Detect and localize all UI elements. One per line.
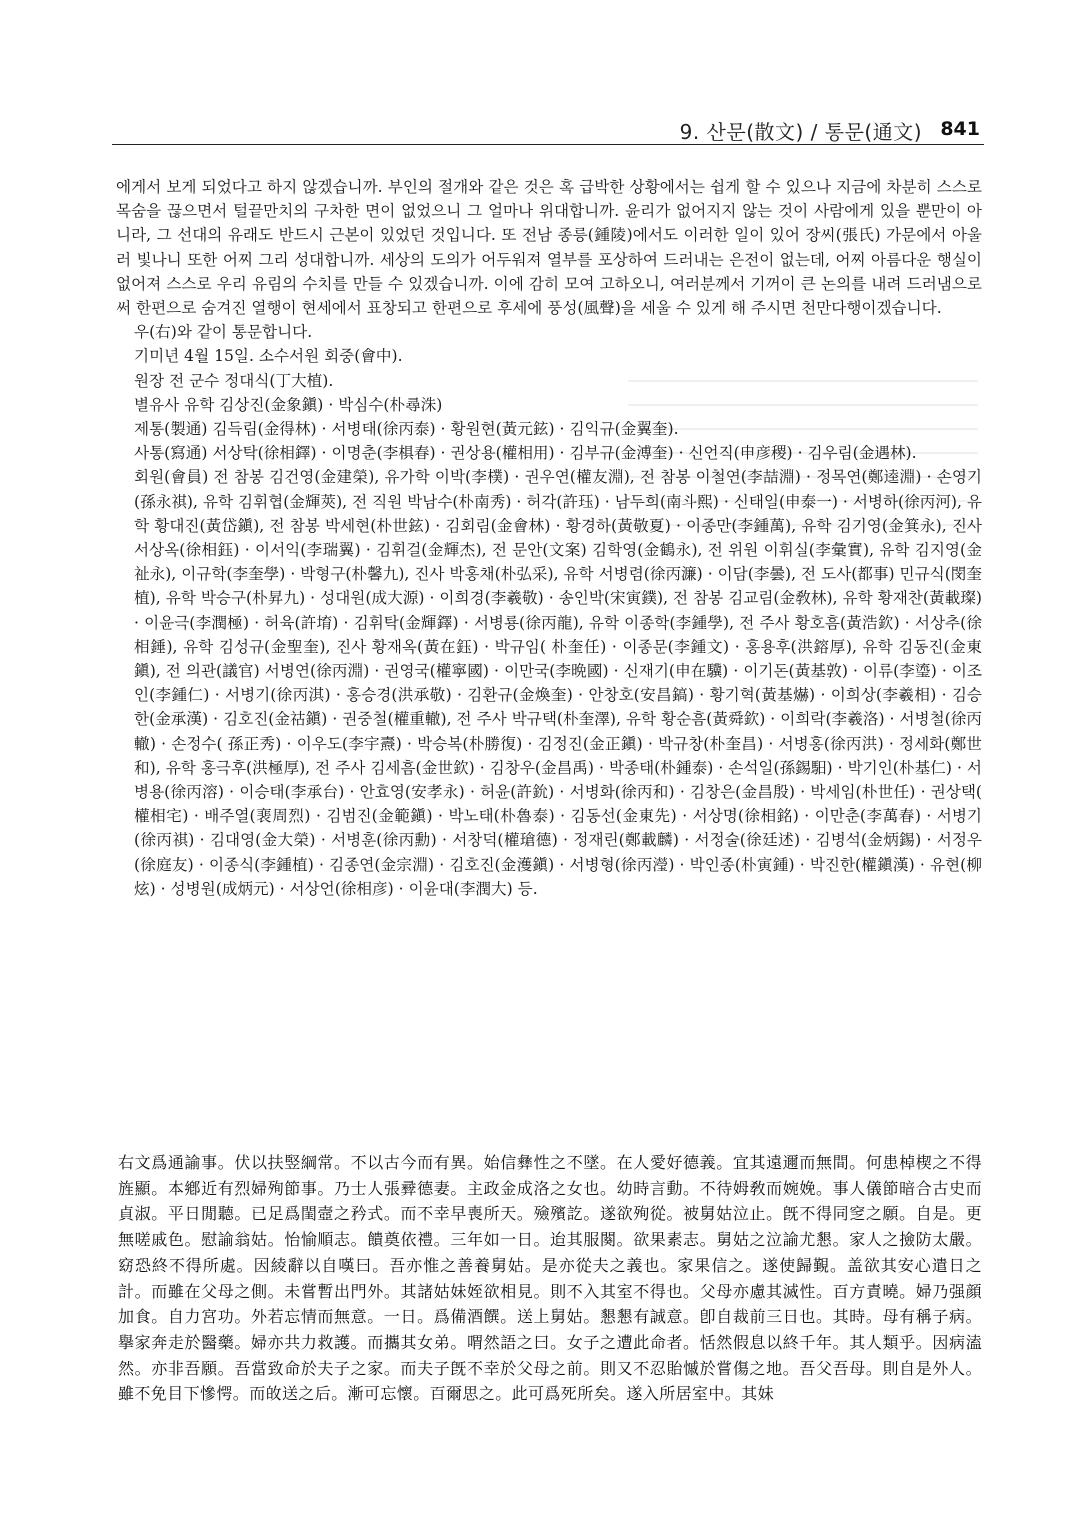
page-number: 841: [940, 118, 980, 140]
intro-paragraph: 에게서 보게 되었다고 하지 않겠습니까. 부인의 절개와 같은 것은 혹 급박한 상황에서는 쉽게 할 수 있으나 지금에 차분히 스스로 목숨을 끊으면서 털끝만치의 구차한 면이 없었으니 그 얼마나 위대합니까. 윤리가 없어지지 않는 것이 사람에게 있을 뿐만이 아니라, 그 선대의 유래도 반드시 근본이 있었던 것입니다. 또 전남 종릉(鍾陵)에서도 이러한 일이 있어 장씨(張氏) 가문에서 아울러 빛나니 또한 어찌 그리 성대합니까. 세상의 도의가 어두워져 열부를 포상하여 드러내는 은전이 없는데, 어찌 아름다운 행실이 없어져 스스로 우리 유림의 수치를 만들 수 있겠습니까. 이에 감히 모여 고하오니, 여러분께서 기꺼이 큰 논의를 내려 드러냄으로써 한편으로 숨겨진 열행이 현세에서 표창되고 한편으로 후세에 풍성(風聲)을 세울 수 있게 해 주시면 천만다행이겠습니다.: [116, 178, 983, 318]
satong-line: 사통(寫通) 서상탁(徐相鐸) · 이명춘(李椇春) · 권상용(權相用) · 김부규(金溥奎) · 신언직(申彦稷) · 김우림(金遇林).: [134, 444, 917, 463]
classical-chinese-original: 右文爲通諭事。伏以扶竪綱常。不以古今而有異。始信彝性之不墜。在人愛好德義。宜其遠邇而無間。何患棹楔之不得旌顯。本鄕近有烈婦殉節事。乃士人張彛德妻。主政金成洛之女也。幼時言動。不待姆敎而婉娩。事人儀節暗合古史而貞淑。平日閒聽。已足爲閨壼之矜式。而不幸早喪所天。殮殯訖。遂欲殉從。被舅姑泣止。旣不得同窆之願。自是。更無嗟戚色。慰諭翁姑。怡愉順志。饋奠依禮。三年如一日。迨其服闋。欲果素志。舅姑之泣諭尤懇。家人之撿防太嚴。窈恐終不得所處。因綾辭以自嘆曰。吾亦惟之善養舅姑。是亦從夫之義也。家果信之。遂使歸覲。盖欲其安心遣日之計。而雖在父母之側。未嘗暫出門外。其諸姑妹姪欲相見。則不入其室不得也。父母亦慮其滅性。百方責曉。婦乃强顔加食。自力宮功。外若忘情而無意。一日。爲備酒饌。送上舅姑。懇懇有誠意。卽自裁前三日也。其時。母有稱子病。擧家奔走於醫藥。婦亦共力救護。而攜其女弟。喟然語之曰。女子之遭此命者。恬然假息以終千年。其人類乎。因病溘然。亦非吾願。吾當致命於夫子之家。而夫子旣不幸於父母之前。則又不忍貽慽於嘗傷之地。吾父吾母。則自是外人。雖不免目下慘愕。而敀送之后。漸可忘懷。百爾思之。此可爲死所矣。遂入所居室中。其妹: [118, 1153, 982, 1404]
jetong-line: 제통(製通) 김득림(金得林) · 서병태(徐丙泰) · 황원현(黃元鉉) · 김익규(金翼奎).: [134, 420, 679, 439]
tongmun-line: 우(右)와 같이 통문합니다.: [134, 323, 313, 342]
date-line: 기미년 4월 15일. 소수서원 회중(會中).: [134, 347, 403, 366]
korean-translation: [116, 175, 982, 901]
running-header: [112, 112, 984, 146]
header-rule: [112, 144, 984, 145]
section-title: 9. 산문(散文) / 통문(通文): [679, 120, 922, 144]
hoewon-list: 회원(會員) 전 참봉 김건영(金建榮), 유가학 이박(李樸) · 권우연(權友淵), 전 참봉 이철연(李喆淵) · 정목연(鄭逵淵) · 손영기(孫永祺), 유학 김휘협(金輝莢), 전 직원 박남수(朴南秀) · 허각(許珏) · 남두희(南斗熙) · 신태일(申泰一) · 서병하(徐丙河), 유학 황대진(黃岱鎭), 전 참봉 박세현(朴世鉉) · 김회림(金會林) · 황경하(黃敬夏) · 이종만(李鍾萬), 유학 김기영(金箕永), 진사 서상옥(徐相鈺) · 이서익(李瑞翼) · 김휘걸(金輝杰), 전 문안(文案) 김학영(金鶴永), 전 위원 이휘실(李彙實), 유학 김지영(金祉永), 이규학(李奎學) · 박형구(朴馨九), 진사 박홍채(朴弘采), 유학 서병렴(徐丙濂) · 이담(李曇), 전 도사(都事) 민규식(閔奎植), 유학 박승구(朴昇九) · 성대원(成大源) · 이희경(李羲敬) · 송인박(宋寅鏷), 전 참봉 김교림(金敎林), 유학 황재찬(黃載璨) · 이윤극(李潤極) · 허육(許堉) · 김휘탁(金輝鐸) · 서병룡(徐丙龍), 유학 이종학(李鍾學), 전 주사 황호흠(黃浩欽) · 서상추(徐相錘), 유학 김성규(金聖奎), 진사 황재옥(黃在鈺) · 박규임( 朴奎任) · 이종문(李鍾文) · 홍용후(洪鎔厚), 유학 김동진(金東鎭), 전 의관(議官) 서병연(徐丙淵) · 권영국(權寧國) · 이만국(李晩國) · 신재기(申在驥) · 이기돈(黃基敦) · 이류(李瑬) · 이조인(李鍾仁) · 서병기(徐丙淇) · 홍승경(洪承敬) · 김환규(金煥奎) · 안창호(安昌鎬) · 황기혁(黃基爀) · 이희상(李羲相) · 김승한(金承漢) · 김호진(金祜鎭) · 권중철(權重轍), 전 주사 박규택(朴奎澤), 유학 황순흠(黃舜欽) · 이희락(李羲洛) · 서병철(徐丙轍) · 손정수( 孫正秀) · 이우도(李宇燾) · 박승복(朴勝復) · 김정진(金正鎭) · 박규창(朴奎昌) · 서병홍(徐丙洪) · 정세화(鄭世和), 유학 홍극후(洪極厚), 전 주사 김세흠(金世欽) · 김창우(金昌禹) · 박종태(朴鍾泰) · 손석일(孫錫馹) · 박기인(朴基仁) · 서병용(徐丙溶) · 이승태(李承台) · 안효영(安孝永) · 허윤(許鈗) · 서병화(徐丙和) · 김창은(金昌殷) · 박세임(朴世任) · 권상택( 權相宅) · 배주열(裵周烈) · 김범진(金範鎭) · 박노태(朴魯泰) · 김동선(金東先) · 서상명(徐相銘) · 이만춘(李萬春) · 서병기(徐丙祺) · 김대영(金大榮) · 서병훈(徐丙勳) · 서창덕(權瑲德) · 정재린(鄭載麟) · 서정술(徐廷述) · 김병석(金炳錫) · 서정우(徐庭友) · 이종식(李鍾植) · 김종연(金宗淵) · 김호진(金濩鎭) · 서병형(徐丙瀅) · 박인종(朴寅鍾) · 박진한(權鎭漢) · 유현(柳炫) · 성병원(成炳元) · 서상언(徐相彦) · 이윤대(李潤大) 등.: [134, 468, 982, 898]
byeolyusa-line: 별유사 유학 김상진(金象鎭) · 박심수(朴尋洙): [134, 395, 443, 414]
wonjang-line: 원장 전 군수 정대식(丁大植).: [134, 371, 334, 390]
